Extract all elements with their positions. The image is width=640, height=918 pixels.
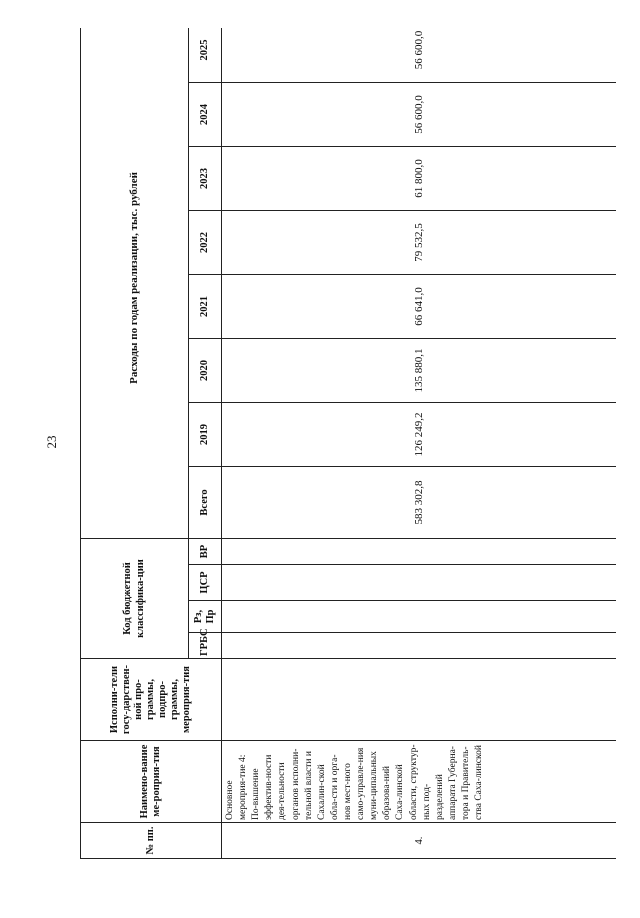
header-year-2023: 2023 (189, 146, 222, 210)
page-number: 23 (44, 435, 59, 449)
header-year-2019: 2019 (189, 402, 222, 466)
row-csr (222, 565, 617, 601)
header-total: Всего (189, 466, 222, 538)
row-grbs (222, 633, 617, 659)
row-num: 4. (222, 823, 617, 859)
header-name: Наимено-вание ме-роприя-тия (81, 741, 222, 823)
header-year-2020: 2020 (189, 338, 222, 402)
table-row (222, 28, 617, 859)
row-value-2020: 135 880,1 (222, 338, 617, 402)
header-num: № пп. (81, 823, 222, 859)
header-expenses: Расходы по годам реализации, тыс. рублей (81, 28, 189, 538)
header-year-2021: 2021 (189, 274, 222, 338)
header-grbs: ГРБС (189, 633, 222, 659)
row-value-2021: 66 641,0 (222, 274, 617, 338)
row-vr (222, 538, 617, 564)
budget-table-frame (80, 28, 616, 859)
header-year-2025: 2025 (189, 28, 222, 82)
row-total: 583 302,8 (222, 466, 617, 538)
row-name: Основное мероприя-тие 4: По-вышение эффектив-ности дея-тельности органов исполни-тельной власти и Сахалин-ской обла-сти и орга-нов мест-ного само-управле-ния муни-ципальных образова-ний Саха-линской области, структур-ных под-разделений аппарата Губерна-тора и Правитель-ства Саха-линской (222, 741, 617, 823)
budget-table (80, 28, 616, 859)
header-year-2022: 2022 (189, 210, 222, 274)
row-rz-pr (222, 601, 617, 633)
header-csr: ЦСР (189, 565, 222, 601)
header-executor: Исполни-тели госу-дарствен-ной про-граммы, подпро-граммы, мероприя-тия (81, 659, 222, 741)
row-value-2023: 61 800,0 (222, 146, 617, 210)
header-budget-code: Код бюджетной классифика-ции (81, 538, 189, 658)
row-value-2025: 56 600,0 (222, 28, 617, 82)
header-rz-pr: Рз, Пр (189, 601, 222, 633)
header-year-2024: 2024 (189, 82, 222, 146)
header-vr: ВР (189, 538, 222, 564)
budget-table-rotated (80, 28, 616, 859)
row-value-2019: 126 249,2 (222, 402, 617, 466)
row-value-2024: 56 600,0 (222, 82, 617, 146)
row-value-2022: 79 532,5 (222, 210, 617, 274)
row-executor (222, 659, 617, 741)
